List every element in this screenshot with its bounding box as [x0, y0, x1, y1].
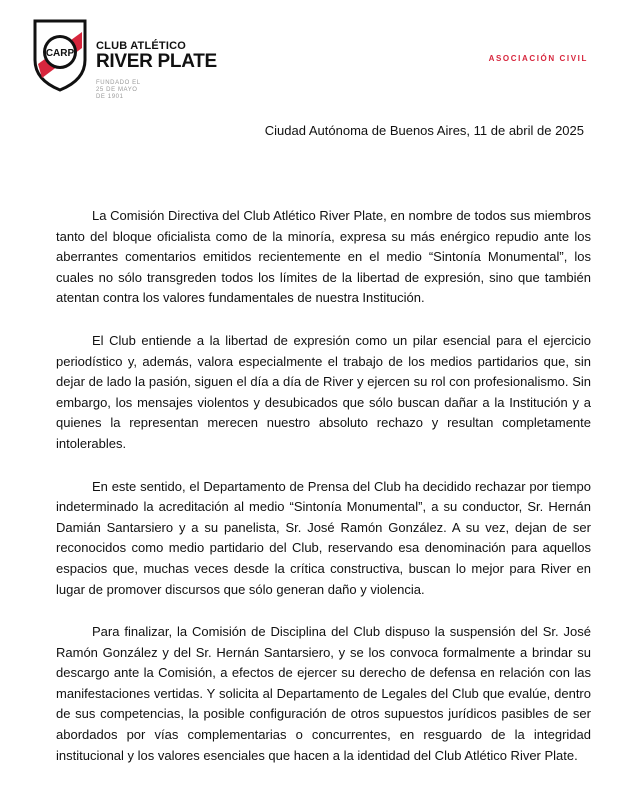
brand-line-river-plate: RIVER PLATE	[96, 51, 217, 72]
paragraph-2: El Club entiende a la libertad de expresión como un pilar esencial para el ejercicio periodístico y, además, valora especialmente el trabajo de los medios partidarios que, sin dejar de lado la pasión, siguen el día a día de River y ejercen su rol con profesionalismo. Sin embargo, los mensajes violentos y desubicados que sólo buscan dañar a la Institución y a quienes la representan merecen nuestro absoluto rechazo y resultan completamente intolerables.	[56, 332, 591, 451]
paragraph-4: Para finalizar, la Comisión de Disciplina del Club dispuso la suspensión del Sr. José Ramón González y del Sr. Hernán Santarsiero, y se los convoca formalmente a brindar su descargo ante la Comisión, a efectos de ejercer su derecho de defensa en relación con las manifestaciones vertidas. Y solicita al Departamento de Legales del Club que evalúe, dentro de sus competencias, la posible configuración de otros supuestos jurídicos pasibles de ser abordados por vías complementarias o concurrentes, en resguardo de la integridad institucional y los valores esenciales que hacen a la identidad del Club Atlético River Plate.	[56, 624, 591, 763]
river-plate-crest-icon	[32, 18, 88, 92]
letterhead	[0, 0, 638, 110]
letter-date: Ciudad Autónoma de Buenos Aires, 11 de abril de 2025	[264, 123, 584, 138]
paragraph-1: La Comisión Directiva del Club Atlético River Plate, en nombre de todos sus miembros tanto del bloque oficialista como de la minoría, expresa su más enérgico repudio ante los aberrantes comentarios emitidos recientemente en el medio “Sintonía Monumental”, los cuales no sólo transgreden todos los límites de la libertad de expresión, sino que también atentan contra los valores fundamentales de nuestra Institución.	[56, 208, 591, 306]
founded-line-3: DE 1901	[96, 94, 124, 100]
founded-line-1: FUNDADO EL	[96, 80, 141, 86]
letter-body	[56, 206, 591, 788]
crest-monogram: CARP	[45, 48, 75, 59]
brand-line-club: CLUB ATLÉTICO	[96, 40, 186, 52]
founded-note	[96, 80, 141, 101]
paragraph-3: En este sentido, el Departamento de Prensa del Club ha decidido rechazar por tiempo indeterminado la acreditación al medio “Sintonía Monumental”, a su conductor, Sr. Hernán Damián Santarsiero y a su panelista, Sr. José Ramón González. A su vez, dejan de ser reconocidos como medio partidario del Club, reservando esa denominación para aquellos espacios que, muchas veces desde la crítica constructiva, buscan lo mejor para River en lugar de promover discursos que sólo generan daño y violencia.	[56, 478, 591, 597]
founded-line-2: 25 DE MAYO	[96, 87, 138, 93]
association-label: ASOCIACIÓN CIVIL	[488, 54, 588, 63]
brand-name	[96, 40, 217, 71]
